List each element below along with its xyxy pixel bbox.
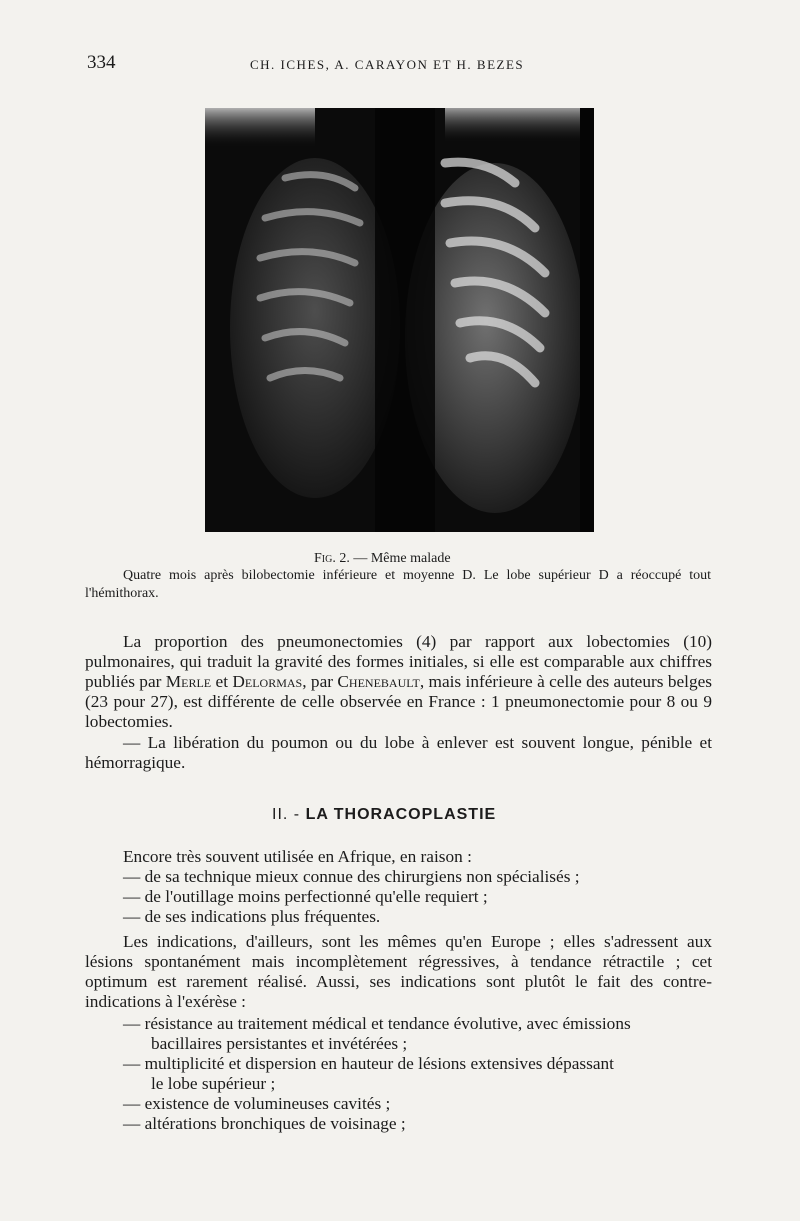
list-item-line: bacillaires persistantes et invétérées ;: [151, 1034, 408, 1053]
author-delormas: Delormas: [232, 672, 303, 691]
intro-line: Encore très souvent utilisée en Afrique, en raison :: [123, 847, 472, 866]
figure-caption: [314, 551, 451, 567]
running-title: CH. ICHES, A. CARAYON ET H. BEZES: [250, 57, 525, 72]
list-item: [123, 1014, 712, 1054]
list-item-line: — multiplicité et dispersion en hauteur de lésions extensives dépassant: [123, 1054, 614, 1073]
para1-text: La proportion des pneumonectomies (4) par rapport aux lobectomies (10) pulmonaires, qui traduit la gravité des formes initiales, si elle est comparable aux chiffres publiés par: [85, 632, 712, 691]
paragraph-indications: Les indications, d'ailleurs, sont les mêmes qu'en Europe ; elles s'adressent aux lésions spontanément mais incomplètement régressives, à tendance rétractile ; cet optimum est rarement réalisé. Aussi, ses indications sont plutôt le fait des contre-indications à l'exérèse :: [85, 932, 712, 1011]
author-merle: Merle: [165, 672, 212, 691]
list-item: [123, 1054, 712, 1094]
para1-text: , par: [302, 672, 338, 691]
section-title: LA THORACOPLASTIE: [305, 806, 497, 823]
section-number: II. -: [272, 806, 301, 823]
xray-image: [205, 108, 594, 532]
para1-text: et: [211, 672, 233, 691]
paragraph-proportion: [85, 632, 712, 732]
figure-title: — Même malade: [353, 551, 451, 566]
section-heading: [272, 806, 496, 824]
figure-description: Quatre mois après bilobectomie inférieure et moyenne D. Le lobe supérieur D a réoccupé tout l'hémithorax.: [85, 568, 711, 601]
figure-label: Fig. 2.: [314, 551, 350, 566]
page-number: 334: [87, 52, 116, 73]
list-item: — altérations bronchiques de voisinage ;: [123, 1114, 406, 1133]
list-item: — de sa technique mieux connue des chirurgiens non spécialisés ;: [123, 867, 580, 886]
list-item-line: — résistance au traitement médical et tendance évolutive, avec émissions: [123, 1014, 631, 1033]
list-item-line: le lobe supérieur ;: [151, 1074, 276, 1093]
para1-text: , mais inférieure à celle des auteurs belges (23 pour 27), est différente de celle observée en France : 1 pneumonectomie pour 8 ou 9 lobectomies.: [85, 672, 712, 731]
list-item: — de l'outillage moins perfectionné qu'elle requiert ;: [123, 887, 488, 906]
author-chenebault: Chenebault: [337, 672, 420, 691]
figure-chest-xray: [205, 108, 594, 532]
paragraph-liberation: — La libération du poumon ou du lobe à enlever est souvent longue, pénible et hémorragique.: [85, 733, 712, 772]
list-item: — existence de volumineuses cavités ;: [123, 1094, 391, 1113]
list-item: — de ses indications plus fréquentes.: [123, 907, 381, 926]
